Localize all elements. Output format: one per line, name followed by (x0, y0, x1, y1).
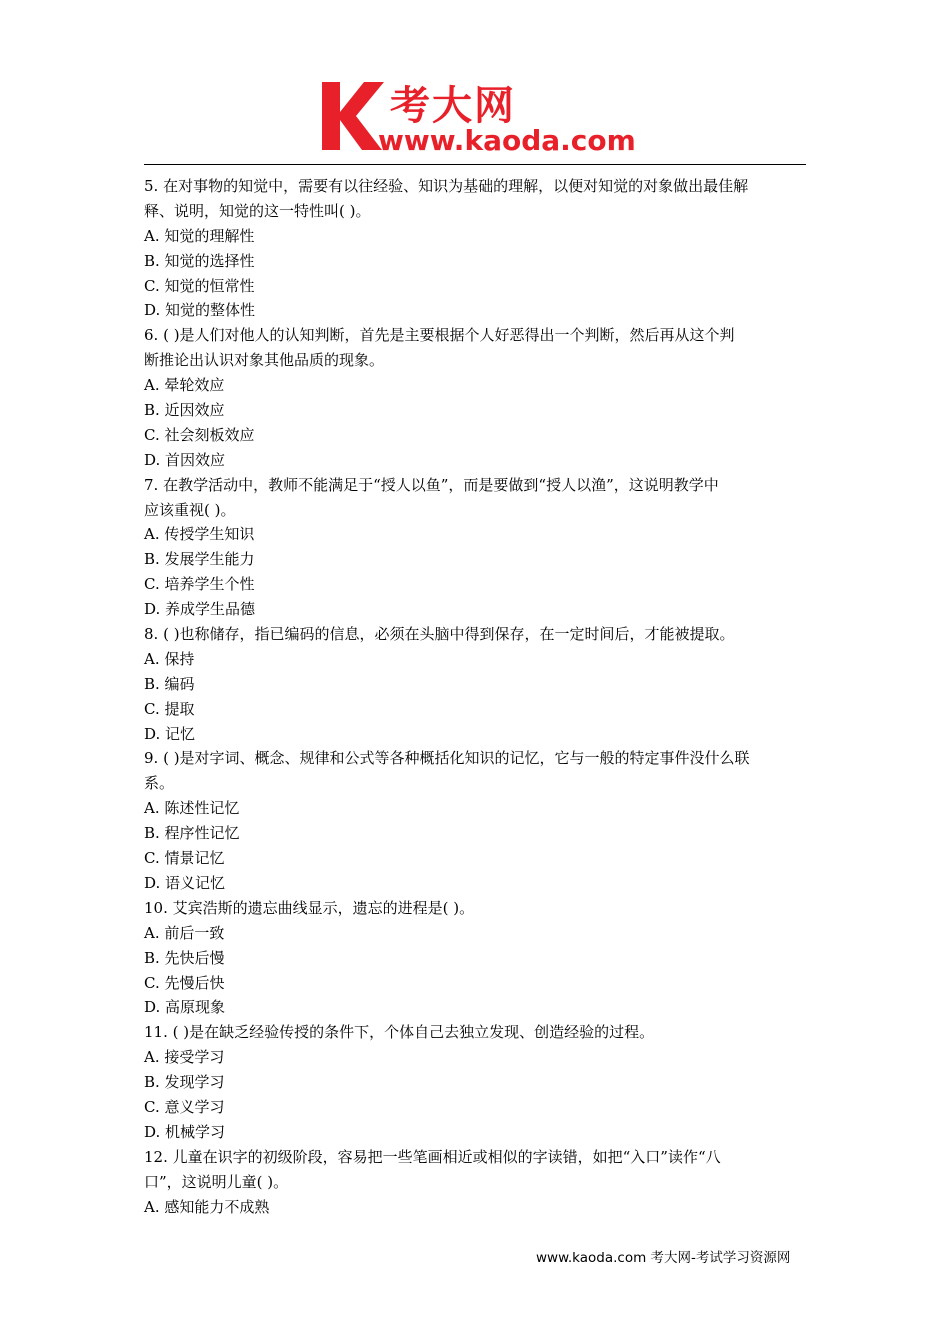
option-line: C. 情景记忆 (144, 849, 225, 868)
kaoda-logo (318, 80, 638, 158)
question-line: 5. 在对事物的知觉中，需要有以往经验、知识为基础的理解，以便对知觉的对象做出最佳解 (144, 177, 749, 195)
option-line: B. 发现学习 (144, 1073, 225, 1092)
option-line: C. 社会刻板效应 (144, 425, 255, 444)
option-line: C. 先慢后快 (144, 973, 225, 992)
option-line: D. 语义记忆 (144, 873, 226, 892)
option-line: A. 感知能力不成熟 (144, 1197, 270, 1216)
option-line: A. 前后一致 (144, 923, 225, 942)
question-line: 10. 艾宾浩斯的遗忘曲线显示，遗忘的进程是( )。 (144, 898, 475, 917)
option-line: C. 提取 (144, 699, 195, 718)
option-line: A. 保持 (144, 649, 195, 668)
option-line: D. 养成学生品德 (144, 600, 256, 619)
header-divider (144, 164, 806, 165)
question-line: 6. ( )是人们对他人的认知判断，首先是主要根据个人好恶得出一个判断，然后再从这个判 (144, 326, 735, 345)
option-line: A. 陈述性记忆 (144, 799, 240, 818)
option-line: A. 知觉的理解性 (144, 226, 255, 245)
option-line: D. 知觉的整体性 (144, 301, 256, 320)
question-line: 口”，这说明儿童( )。 (144, 1172, 289, 1191)
logo-chinese-name: 考大网 (390, 83, 516, 129)
question-line: 系。 (144, 774, 175, 793)
question-line: 7. 在教学活动中，教师不能满足于“授人以鱼”，而是要做到“授人以渔”，这说明教学中 (144, 475, 719, 494)
option-line: A. 晕轮效应 (144, 376, 225, 395)
question-list (144, 174, 808, 1219)
option-line: B. 近因效应 (144, 401, 225, 420)
question-line: 释、说明，知觉的这一特性叫( )。 (144, 201, 371, 220)
option-line: B. 程序性记忆 (144, 824, 240, 843)
option-line: D. 首因效应 (144, 450, 226, 469)
option-line: A. 传授学生知识 (144, 525, 255, 544)
option-line: B. 知觉的选择性 (144, 251, 255, 270)
question-line: 8. ( )也称储存，指已编码的信息，必须在头脑中得到保存，在一定时间后，才能被提取。 (144, 625, 735, 644)
question-line: 应该重视( )。 (144, 500, 236, 519)
footer-text: www.kaoda.com 考大网-考试学习资源网 (536, 1250, 791, 1266)
question-line: 12. 儿童在识字的初级阶段，容易把一些笔画相近或相似的字读错，如把“入口”读作“八 (144, 1147, 721, 1166)
question-line: 断推论出认识对象其他品质的现象。 (144, 351, 385, 370)
option-line: B. 编码 (144, 674, 195, 693)
option-line: D. 机械学习 (144, 1122, 226, 1141)
option-line: C. 培养学生个性 (144, 575, 255, 594)
logo-url: www.kaoda.com (378, 124, 636, 157)
option-line: A. 接受学习 (144, 1048, 225, 1067)
question-line: 11. ( )是在缺乏经验传授的条件下，个体自己去独立发现、创造经验的过程。 (144, 1023, 655, 1042)
option-line: B. 先快后慢 (144, 948, 225, 967)
question-line: 9. ( )是对字词、概念、规律和公式等各种概括化知识的记忆，它与一般的特定事件没什么联 (144, 749, 750, 768)
option-line: C. 知觉的恒常性 (144, 276, 255, 295)
option-line: D. 高原现象 (144, 998, 226, 1017)
option-line: C. 意义学习 (144, 1097, 225, 1116)
option-line: D. 记忆 (144, 724, 196, 743)
option-line: B. 发展学生能力 (144, 550, 255, 569)
